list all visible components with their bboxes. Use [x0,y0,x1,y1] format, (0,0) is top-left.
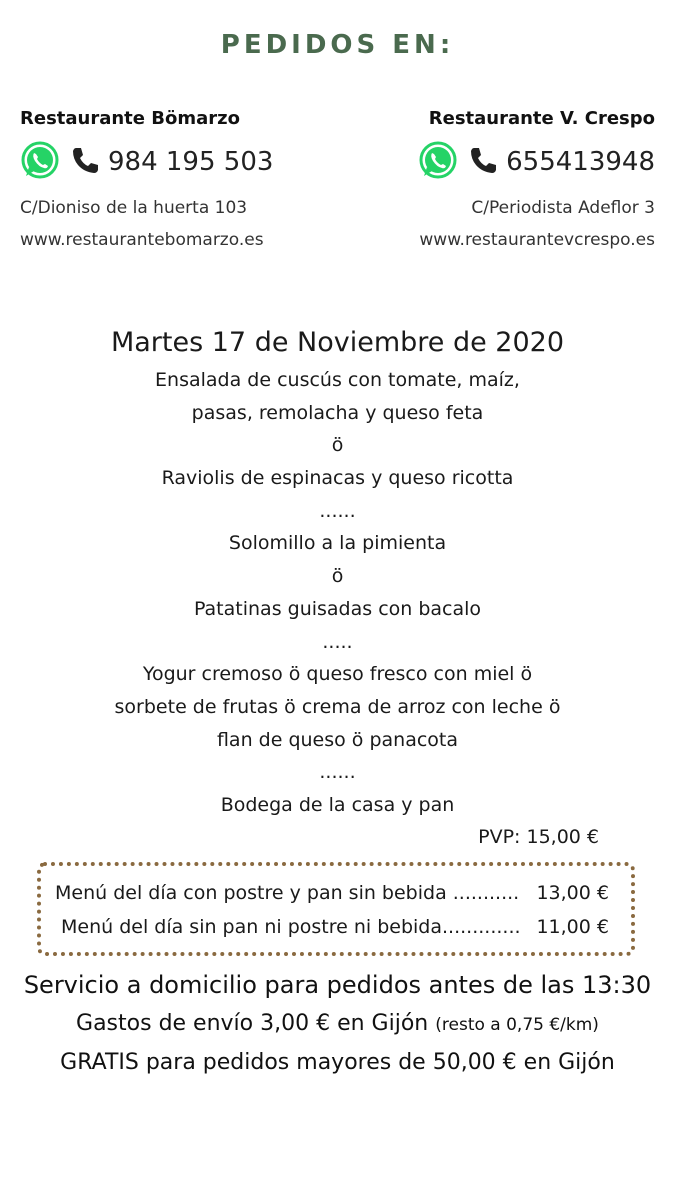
restaurant-website-link[interactable]: www.restaurantevcrespo.es [419,230,655,250]
menu-separator: ö [331,434,344,457]
restaurant-address: C/Periodista Adeflor 3 [471,198,655,218]
delivery-hours: Servicio a domicilio para pedidos antes de las 13:30 [23,971,652,999]
price-options-box [37,862,635,956]
delivery-cost-note: (resto a 0,75 €/km) [435,1015,599,1035]
delivery-cost-text: Gastos de envío 3,00 € en Gijón [76,1011,429,1036]
restaurant-card-vcrespo [355,106,655,256]
menu-line: flan de queso ö panacota [216,728,459,751]
delivery-info [0,965,675,1083]
menu-separator: ...... [319,761,356,784]
menu-price: PVP: 15,00 € [478,826,599,848]
restaurant-card-bomarzo [20,106,320,256]
price-option-value: 13,00 € [536,882,609,904]
menu-line: pasas, remolacha y queso feta [191,401,484,424]
menu-line: sorbete de frutas ö crema de arroz con leche ö [114,695,561,718]
phone-number[interactable]: 984 195 503 [108,147,274,177]
menu-separator: ö [331,565,344,588]
price-option-value: 11,00 € [536,916,609,938]
menu-separator: ..... [322,630,353,653]
whatsapp-icon[interactable] [418,140,458,184]
restaurant-name: Restaurante Bömarzo [20,108,240,129]
restaurant-website-link[interactable]: www.restaurantebomarzo.es [20,230,264,250]
daily-menu [0,322,675,822]
menu-date: Martes 17 de Noviembre de 2020 [110,327,565,358]
menu-line: Solomillo a la pimienta [228,532,447,555]
menu-line: Yogur cremoso ö queso fresco con miel ö [142,663,533,686]
phone-number[interactable]: 655413948 [506,147,655,177]
menu-line: Patatinas guisadas con bacalo [193,597,482,620]
price-option [55,882,609,904]
page-title: PEDIDOS EN: [220,30,455,60]
price-option-label: Menú del día sin pan ni postre ni bebida............. [61,916,521,938]
price-option [61,916,609,938]
delivery-cost [0,1005,675,1043]
price-option-label: Menú del día con postre y pan sin bebida ........... [55,882,520,904]
menu-separator: ...... [319,499,356,522]
menu-line: Bodega de la casa y pan [220,793,455,816]
menu-line: Ensalada de cuscús con tomate, maíz, [155,369,520,391]
phone-icon[interactable] [70,146,98,178]
phone-row [355,140,655,184]
restaurant-address: C/Dioniso de la huerta 103 [20,198,248,218]
phone-row [20,140,320,184]
restaurant-name: Restaurante V. Crespo [428,108,655,129]
whatsapp-icon[interactable] [20,140,60,184]
free-delivery: GRATIS para pedidos mayores de 50,00 € en Gijón [60,1050,615,1075]
phone-icon[interactable] [468,146,496,178]
menu-line: Raviolis de espinacas y queso ricotta [161,467,514,490]
